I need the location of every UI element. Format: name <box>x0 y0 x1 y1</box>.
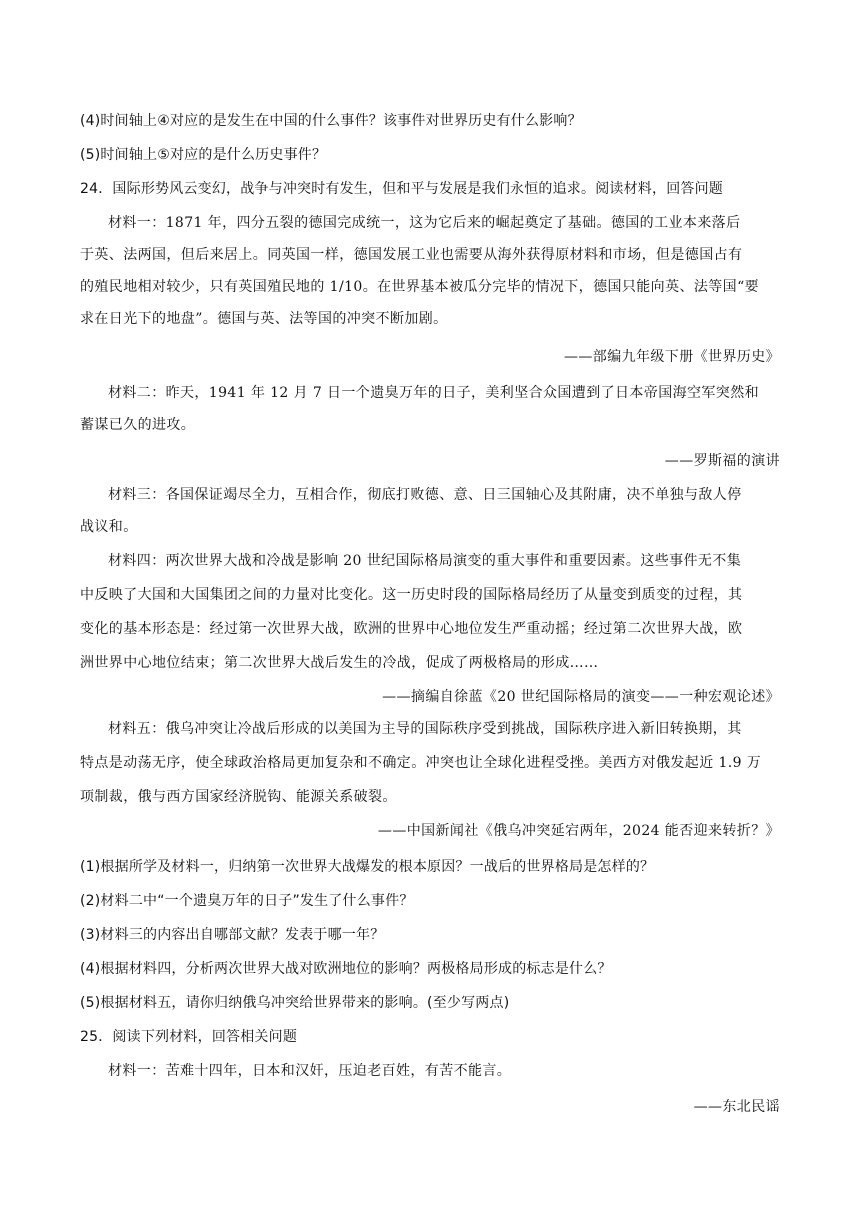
material-1-source: ——部编九年级下册《世界历史》 <box>564 349 780 365</box>
material-5-source: ——中国新闻社《俄乌冲突延宕两年，2024 能否迎来转折？》 <box>377 823 780 839</box>
question-5-timeline: (5)时间轴上⑤对应的是什么历史事件？ <box>80 147 327 163</box>
material-2-line-1: 材料二：昨天，1941 年 12 月 7 日一个遗臭万年的日子，美利坚合众国遭到了日本帝国海空军突然和 <box>108 385 759 401</box>
q25-material-1: 材料一：苦难十四年，日本和汉奸，压迫老百姓，有苦不能言。 <box>108 1063 512 1079</box>
sub-question-1: (1)根据所学及材料一，归纳第一次世界大战爆发的根本原因？一战后的世界格局是怎样的？ <box>80 859 655 875</box>
material-5-line-3: 项制裁，俄与西方国家经济脱钩、能源关系破裂。 <box>80 789 397 805</box>
material-4-source: ——摘编自徐蓝《20 世纪国际格局的演变——一种宏观论述》 <box>382 689 780 705</box>
material-4-line-1: 材料四：两次世界大战和冷战是影响 20 世纪国际格局演变的重大事件和重要因素。这些事件无不集 <box>108 553 742 569</box>
material-5-line-1: 材料五：俄乌冲突让冷战后形成的以美国为主导的国际秩序受到挑战，国际秩序进入新旧转换期，其 <box>108 721 742 737</box>
material-5-line-2: 特点是动荡无序，使全球政治格局更加复杂和不确定。冲突也让全球化进程受挫。美西方对俄发起近 1.9 万 <box>80 755 762 771</box>
question-24-heading: 24．国际形势风云变幻，战争与冲突时有发生，但和平与发展是我们永恒的追求。阅读材料，回答问题 <box>80 181 724 197</box>
material-2-line-2: 蓄谋已久的进攻。 <box>80 417 196 433</box>
sub-question-4: (4)根据材料四，分析两次世界大战对欧洲地位的影响？两极格局形成的标志是什么？ <box>80 961 612 977</box>
sub-question-5: (5)根据材料五，请你归纳俄乌冲突给世界带来的影响。(至少写两点) <box>80 995 510 1011</box>
question-25-heading: 25．阅读下列材料，回答相关问题 <box>80 1029 298 1045</box>
q25-material-1-source: ——东北民谣 <box>693 1099 780 1115</box>
material-1-line-4: 求在日光下的地盘”。德国与英、法等国的冲突不断加剧。 <box>80 311 448 327</box>
material-2-source: ——罗斯福的演讲 <box>664 453 780 469</box>
material-4-line-4: 洲世界中心地位结束；第二次世界大战后发生的冷战，促成了两极格局的形成…… <box>80 655 599 671</box>
material-1-line-1: 材料一：1871 年，四分五裂的德国完成统一，这为它后来的崛起奠定了基础。德国的工业本来落后 <box>108 215 741 231</box>
material-3-line-2: 战议和。 <box>80 519 138 535</box>
sub-question-2: (2)材料二中“一个遗臭万年的日子”发生了什么事件？ <box>80 893 414 909</box>
material-3-line-1: 材料三：各国保证竭尽全力，互相合作，彻底打败德、意、日三国轴心及其附庸，决不单独与敌人停 <box>108 487 742 503</box>
material-4-line-2: 中反映了大国和大国集团之间的力量对比变化。这一历史时段的国际格局经历了从量变到质变的过程，其 <box>80 587 743 603</box>
material-4-line-3: 变化的基本形态是：经过第一次世界大战，欧洲的世界中心地位发生严重动摇；经过第二次世界大战，欧 <box>80 621 743 637</box>
material-1-line-3: 的殖民地相对较少，只有英国殖民地的 1/10。在世界基本被瓜分完毕的情况下，德国只能向英、法等国“要 <box>80 279 760 295</box>
question-4-timeline: (4)时间轴上④对应的是发生在中国的什么事件？该事件对世界历史有什么影响？ <box>80 113 582 129</box>
sub-question-3: (3)材料三的内容出自哪部文献？发表于哪一年？ <box>80 927 385 943</box>
material-1-line-2: 于英、法两国，但后来居上。同英国一样，德国发展工业也需要从海外获得原材料和市场，但是德国占有 <box>80 247 743 263</box>
